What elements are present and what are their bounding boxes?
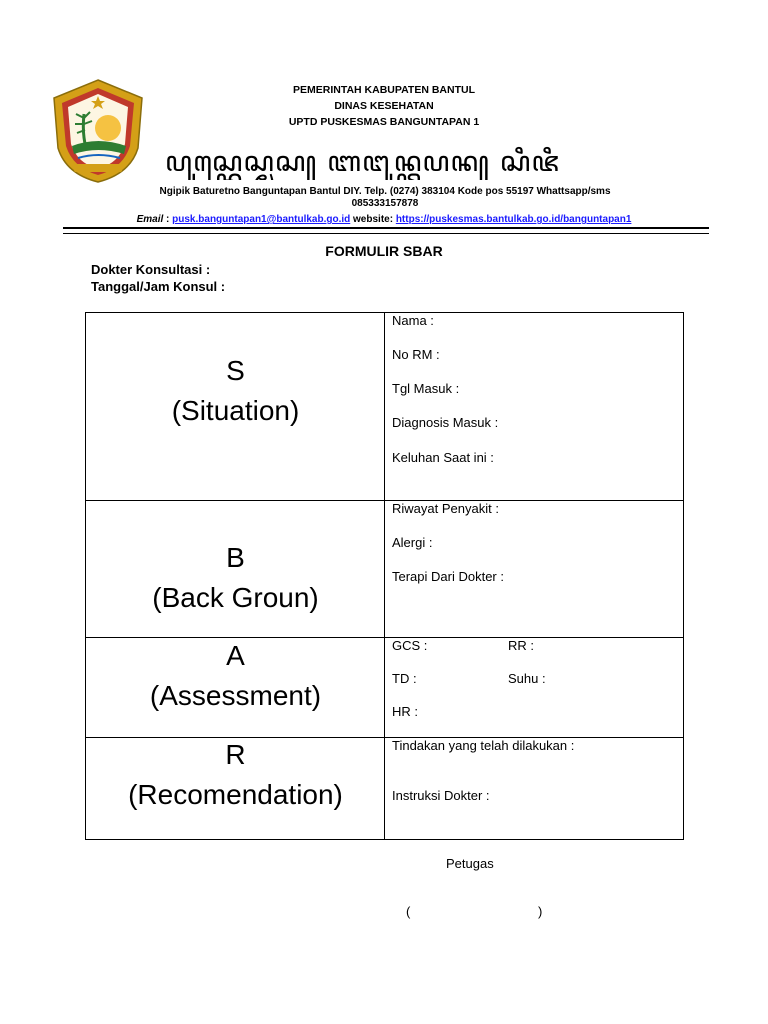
sbar-table (85, 312, 684, 840)
field-td[interactable]: TD : (392, 671, 417, 686)
officer-label: Petugas (446, 856, 494, 871)
email-separator: : (163, 214, 173, 225)
field-no-rm[interactable]: No RM : (392, 347, 440, 362)
field-suhu[interactable]: Suhu : (508, 671, 546, 686)
contact-line (0, 214, 768, 225)
sbar-label-cell (86, 501, 385, 637)
section-letter: S (226, 355, 245, 386)
section-name: (Situation) (171, 395, 300, 426)
signature-open-paren: ( (406, 904, 411, 919)
doctor-consult-label: Dokter Konsultasi : (91, 262, 211, 277)
email-label: Email (136, 214, 164, 225)
sbar-label-cell (86, 638, 385, 737)
field-instruksi-dokter[interactable]: Instruksi Dokter : (392, 788, 490, 803)
field-diagnosis-masuk[interactable]: Diagnosis Masuk : (392, 415, 499, 430)
institution-name: UPTD PUSKESMAS BANGUNTAPAN 1 (288, 116, 480, 128)
field-hr[interactable]: HR : (392, 704, 418, 719)
email-link[interactable]: pusk.banguntapan1@bantulkab.go.id (172, 214, 351, 225)
sbar-row-situation (86, 313, 683, 501)
field-alergi[interactable]: Alergi : (392, 535, 433, 550)
sbar-fields-cell (392, 501, 682, 637)
sbar-row-background (86, 501, 683, 638)
field-tindakan[interactable]: Tindakan yang telah dilakukan : (392, 738, 575, 753)
field-keluhan-saat-ini[interactable]: Keluhan Saat ini : (392, 450, 494, 465)
sbar-fields-cell (392, 738, 682, 839)
section-letter: R (225, 739, 246, 770)
field-nama[interactable]: Nama : (392, 313, 434, 328)
field-gcs[interactable]: GCS : (392, 638, 428, 653)
field-rr[interactable]: RR : (508, 638, 534, 653)
website-link[interactable]: https://puskesmas.bantulkab.go.id/banguntapan1 (395, 214, 632, 225)
field-terapi-dari-dokter[interactable]: Terapi Dari Dokter : (392, 569, 504, 584)
form-title: FORMULIR SBAR (325, 243, 443, 259)
sbar-fields-cell (392, 638, 682, 737)
section-name: (Recomendation) (128, 779, 343, 810)
header-divider-thick (63, 227, 709, 229)
sbar-label-cell (86, 313, 385, 500)
sbar-fields-cell (392, 313, 682, 500)
section-name: (Back Groun) (152, 582, 319, 613)
section-letter: A (226, 640, 245, 671)
section-letter: B (226, 542, 245, 573)
sbar-label-cell (86, 738, 385, 839)
sbar-row-assessment (86, 638, 683, 738)
department-name: DINAS KESEHATAN (334, 100, 434, 112)
field-riwayat-penyakit[interactable]: Riwayat Penyakit : (392, 501, 499, 516)
sbar-row-recommendation (86, 738, 683, 839)
header-divider-thin (63, 233, 709, 234)
website-label: website: (350, 214, 396, 225)
signature-close-paren: ) (538, 904, 543, 919)
address-line-2: 085333157878 (351, 198, 419, 209)
javanese-script-title: ꦥꦸꦱ꧀ꦏꦺꦱ꧀ꦩꦱ꧀ ꦧꦔꦸꦤ꧀ꦠꦥꦤ꧀ ꦱꦶꦗꦶ (165, 145, 561, 178)
address-line-1: Ngipik Baturetno Banguntapan Bantul DIY. Telp. (0274) 383104 Kode pos 55197 Whattsapp/sms (159, 186, 611, 197)
government-name: PEMERINTAH KABUPATEN BANTUL (293, 84, 475, 96)
section-name: (Assessment) (149, 680, 322, 711)
consult-datetime-label: Tanggal/Jam Konsul : (91, 279, 226, 294)
field-tgl-masuk[interactable]: Tgl Masuk : (392, 381, 460, 396)
